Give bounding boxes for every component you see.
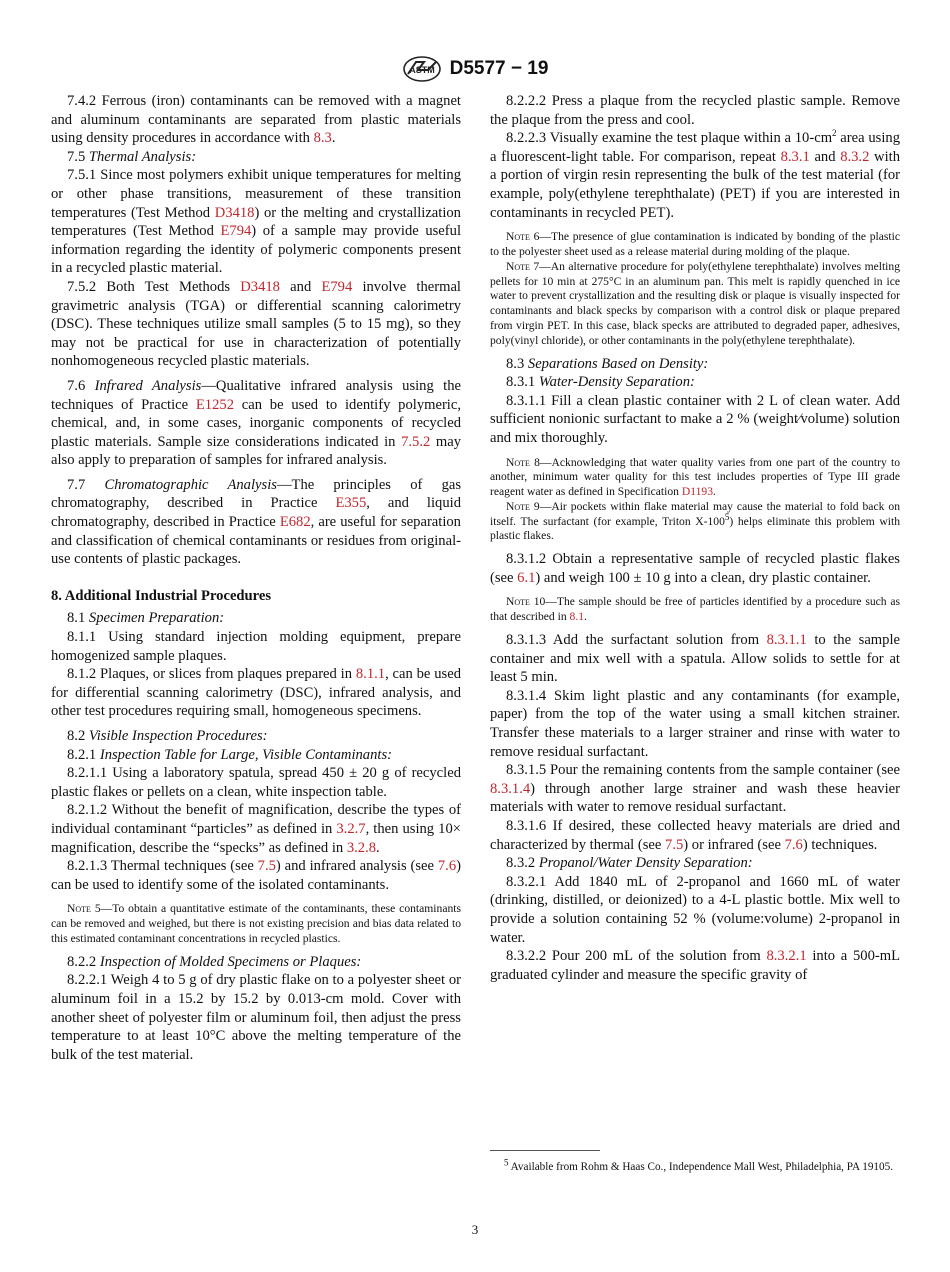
para-8-3-1-1: 8.3.1.1 Fill a clean plastic container with 2 L of clean water. Add sufficient nonionic surfactant to make a 2 % (weight⁄volume) solution and mix thoroughly. [490,392,900,446]
ref-link[interactable]: 8.1 [569,610,585,624]
para-8-3: 8.3 Separations Based on Density: [506,355,709,372]
ref-link[interactable]: 8.3.2 [840,148,870,165]
ref-link[interactable]: 7.5.2 [401,433,431,450]
para-8-3-2-1: 8.3.2.1 Add 1840 mL of 2-propanol and 1660 mL of water (drinking, distilled, or deionized) to a 4-L plastic bottle. Mix well to provide a solution containing 52 % (volume:volume) 2-propanol in water. [490,873,900,946]
para-7-4-2: 7.4.2 Ferrous (iron) contaminants can be removed with a magnet and aluminum contaminants are separated from plastic materials using density procedures in accordance with 8.3. [51,93,461,147]
note-7: Note 7—An alternative procedure for poly(ethylene terephthalate) involves melting pellets for 10 min at 275°C in an aluminum pan. This melt is rapidly quenched in ice water to prevent crystallization and the resulting disk or plaque is visually inspected for contaminants and black specks by comparison with a control disk or plaque prepared from virgin PET. In this case, black specks are attributed to degraded paper, adhesives, poly(vinyl chloride), or other contaminants in the poly(ethylene terephthalate). [490,259,900,347]
ref-link[interactable]: D3418 [240,278,280,295]
ref-link[interactable]: D3418 [214,204,255,221]
note-5: Note 5—To obtain a quantitative estimate of the contaminants, these contaminants can be removed and weighed, but there is not existing precision and bias data related to this estimated contaminant concentrations in recycled plastics. [51,902,461,945]
document-id: D5577 − 19 [449,58,549,79]
page-header [0,56,950,86]
para-7-5-2: 7.5.2 Both Test Methods D3418 and E794 involve thermal gravimetric analysis (TGA) or differential scanning calorimetry (DSC). These techniques utilize small samples (5 to 15 mg), so they may not be practical for use in characterization of potentially nonhomogeneous recycled plastic materials. [51,278,461,370]
para-8-3-1-2: 8.3.1.2 Obtain a representative sample of recycled plastic flakes (see 6.1) and weigh 100 ± 10 g into a clean, dry plastic container. [490,551,900,586]
section-heading-8: 8. Additional Industrial Procedures [51,587,272,604]
ref-link[interactable]: 6.1 [517,569,536,586]
para-8-3-1-6: 8.3.1.6 If desired, these collected heavy materials are dried and characterized by thermal (see 7.5) or infrared (see 7.6) techniques. [490,818,900,853]
para-8-2-1-3: 8.2.1.3 Thermal techniques (see 7.5) and infrared analysis (see 7.6) can be used to identify some of the isolated contaminants. [51,858,461,893]
right-column [490,92,900,984]
ref-link[interactable]: E1252 [195,396,234,413]
note-10: Note 10—The sample should be free of particles identified by a procedure such as that described in 8.1. [490,595,900,624]
para-8-1-2: 8.1.2 Plaques, or slices from plaques prepared in 8.1.1, can be used for differential scanning calorimetry (DSC), infrared analysis, and other test procedures requiring small, homogeneous specimens. [51,666,462,720]
ref-link[interactable]: 8.3 [313,130,332,147]
ref-link[interactable]: 7.6 [784,836,803,853]
para-8-2-2-1: 8.2.2.1 Weigh 4 to 5 g of dry plastic flake on to a polyester sheet or aluminum foil in a 15.2 by 15.2 by 0.013-cm mold. Cover with another sheet of polyester film or aluminum foil, then adjust the press temperature to at least 10°C above the melting temperature of the bulk of the test material. [51,972,461,1063]
para-8-3-1-3: 8.3.1.3 Add the surfactant solution from 8.3.1.1 to the sample container and mix well with a spatula. Allow solids to settle for at least 5 min. [490,632,900,686]
para-8-1-1: 8.1.1 Using standard injection molding equipment, prepare homogenized sample plaques. [51,629,461,664]
note-8: Note 8—Acknowledging that water quality varies from one part of the country to another, minimum water quality for this test includes properties of Type III grade reagent water as defined in Specification D1193. [490,455,900,499]
para-7-5: 7.5 Thermal Analysis: [67,148,197,165]
ref-link[interactable]: 8.1.1 [355,666,386,683]
ref-link[interactable]: 7.5 [665,836,684,853]
para-8-3-2-2: 8.3.2.2 Pour 200 mL of the solution from 8.3.2.1 into a 500-mL graduated cylinder and measure the specific gravity of [490,948,900,983]
ref-link[interactable]: 8.3.1 [780,148,810,165]
ref-link[interactable]: E794 [220,223,252,240]
svg-text:ASTM: ASTM [408,65,435,75]
ref-link[interactable]: 3.2.7 [336,820,366,837]
ref-link[interactable]: 8.3.2.1 [766,948,807,965]
astm-logo-icon [402,56,442,82]
ref-link[interactable]: D1193 [681,485,713,499]
ref-link[interactable]: E682 [279,514,311,531]
para-8-2-2-2: 8.2.2.2 Press a plaque from the recycled plastic sample. Remove the plaque from the press and cool. [490,93,900,128]
para-8-2-2: 8.2.2 Inspection of Molded Specimens or Plaques: [67,953,362,970]
para-8-2: 8.2 Visible Inspection Procedures: [67,728,268,744]
para-8-2-2-3: 8.2.2.3 Visually examine the test plaque within a $10-cm^2$ area using a fluorescent-light table. For comparison, repeat 8.3.1 and 8.3.2 with a portion of virgin resin representing the bulk of the test material (for example, poly(ethylene terephthalate) (PET) if you are interested in contaminants in recycled PET). [490,128,900,221]
para-8-2-1: 8.2.1 Inspection Table for Large, Visible Contaminants: [67,746,392,763]
ref-link[interactable]: E794 [321,278,353,295]
ref-link[interactable]: 7.5 [257,858,276,875]
note-9: Note 9—Air pockets within flake material may cause the material to fold back on itself. The surfactant (for example, Triton $X-100^5$) helps eliminate this problem with plastic flakes. [490,499,900,543]
page-number: 3 [471,1222,479,1237]
footnote-5: $^5$ Available from Rohm & Haas Co., Independence Mall West, Philadelphia, PA 19105. [504,1157,893,1173]
left-column [51,92,461,1064]
para-8-3-1: 8.3.1 Water-Density Separation: [506,374,695,391]
para-8-3-2: 8.3.2 Propanol/Water Density Separation: [506,855,753,872]
note-6: Note 6—The presence of glue contamination is indicated by bonding of the plastic to the polyester sheet used as a release material during molding of the plaque. [490,230,900,258]
para-7-7: 7.7 Chromatographic Analysis—The principles of gas chromatography, described in Practice E355, and liquid chromatography, described in Practice E682, are useful for separation and classification of chemical contaminants or residues from original-use contents of plastic packages. [51,476,462,568]
ref-link[interactable]: 7.6 [437,858,457,875]
para-8-3-1-5: 8.3.1.5 Pour the remaining contents from the sample container (see 8.3.1.4) through another large strainer and wash these heavier materials with water to remove residual surfactant. [490,762,900,816]
ref-link[interactable]: 3.2.8 [346,839,377,856]
ref-link[interactable]: E355 [335,495,367,512]
footnote-divider [490,1150,600,1151]
para-7-6: 7.6 Infrared Analysis—Qualitative infrared analysis using the techniques of Practice E1252 can be used to identify polymeric, chemical, and, in some cases, inorganic components of recycled plastic materials. Sample size considerations indicated in 7.5.2 may also apply to preparation of samples for infrared analysis. [51,377,461,469]
para-8-2-1-2: 8.2.1.2 Without the benefit of magnification, describe the types of individual contaminant “particles” as defined in 3.2.7, then using 10× magnification, describe the “specks” as defined in 3.2.8. [51,802,461,856]
para-8-2-1-1: 8.2.1.1 Using a laboratory spatula, spread 450 ± 20 g of recycled plastic flakes or pellets on a clean, white inspection table. [51,765,461,800]
para-8-3-1-4: 8.3.1.4 Skim light plastic and any contaminants (for example, paper) from the top of the water using a small kitchen strainer. Transfer these materials to a larger strainer and rinse with water to remove residual surfactant. [490,687,900,760]
para-7-5-1: 7.5.1 Since most polymers exhibit unique temperatures for melting or other phase transitions, measurement of these transition temperatures (Test Method D3418) or the melting and crystallization temperatures (Test Method E794) of a sample may provide useful information regarding the identity of polymeric components present in a recycled plastic material. [51,167,461,277]
ref-link[interactable]: 8.3.1.1 [766,632,807,649]
para-8-1: 8.1 Specimen Preparation: [67,610,225,627]
ref-link[interactable]: 8.3.1.4 [490,780,531,797]
